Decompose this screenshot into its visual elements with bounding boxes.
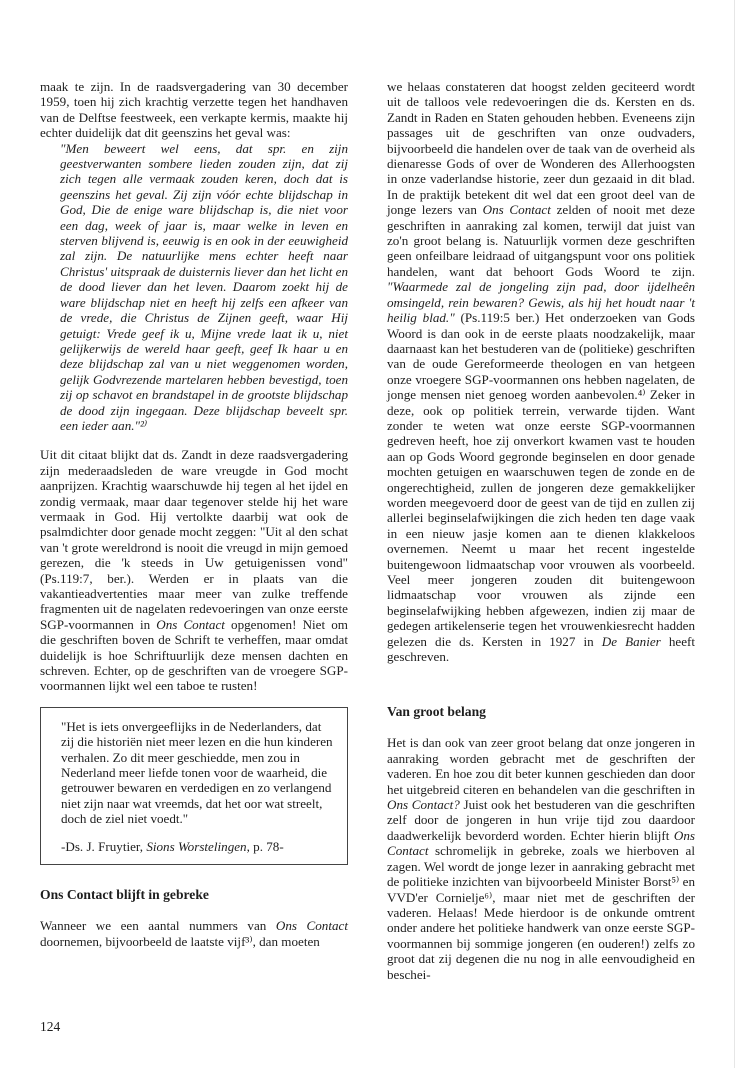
paragraph-section-start: Wanneer we een aantal nummers van Ons Contact doornemen, bijvoorbeeld de laatste vijf³⁾, dan moeten	[40, 918, 348, 949]
paragraph-continuation: we helaas constateren dat hoogst zelden geciteerd wordt uit de talloos vele redevoeringen die ds. Kersten en ds. Zandt in Raden en Staten gehouden hebben. Eveneens zijn passages uit de geschriften van onze oudvaders, bijvoorbeeld die handelen over de taak van de overheid als dienaresse Gods of over de Wonderen des Allerhoogsten in onze vaderlandse historie, zeer dun gezaaid in dit blad. In de praktijk betekent dit wel dat een groot deel van de jonge lezers van Ons Contact zelden of nooit met deze geschriften in aanraking zal komen, terwijl dat juist van zo'n groot belang is. Natuurlijk vormen deze geschriften geen onfeilbare leidraad of uitgangspunt voor ons politiek handelen, want dat behoort Gods Woord te zijn. "Waarmede zal de jongeling zijn pad, door ijdelheên omsingeld, rein bewaren? Gewis, als hij het houdt naar 't heilig blad." (Ps.119:5 ber.) Het onderzoeken van Gods Woord is dan ook in de eerste plaats noodzakelijk, maar daarnaast kan het bestuderen van de (politieke) geschriften van de oude Gereformeerde theologen en van hetgeen onze vroegere SGP-voormannen ons hebben nagelaten, de jonge mensen niet genoeg worden aanbevolen.⁴⁾ Zeker in deze, ook op politiek terrein, verwarde tijden. Want zonder te weten wat onze eerste SGP-voormannen gedreven heeft, hoe zij onverkort kwamen vast te houden aan op Gods Woord gegronde beginselen en door genade mochten getuigen en waarschuwen tegen de zonde en de ongerechtigheid, zullen de jongeren deze gemakkelijker worden meegevoerd door de geest van de tijd en zullen zij allerlei beginselafwijkingen die zich heden ten dage vaak in een nieuw jasje komen aan te dienen klakkeloos overnemen. Neemt u maar het recent ingestelde buitengewoon lidmaatschap voor vrouwen als voorbeeld. Veel meer jongeren zouden dit buitengewoon lidmaatschap voor vrouwen als zijnde een beginselafwijking hebben afgewezen, indien zij maar de gedegen artikelenserie tegen het vrouwenkiesrecht hadden gelezen die ds. Kersten in 1927 in De Banier heeft geschreven.	[387, 79, 696, 665]
paragraph-commentary: Uit dit citaat blijkt dat ds. Zandt in deze raadsvergadering zijn mederaadsleden de ware vreugde in God mocht aanprijzen. Krachtig waarschuwde hij tegen al het ijdel en zondig vermaak, maar daar tegenover stelde hij het ware vermaak in God. Hij vertolkte daarbij wat ook de psalmdichter door genade mocht zeggen: "Uit al den schat van 't grote wereldrond is nooit die vreugd in mijn gemoed gerezen, die 'k steeds in Uw getuigenissen vond" (Ps.119:7, ber.). Werden er in plaats van die vakantieadvertenties maar meer van zulke treffende fragmenten uit de nagelaten redevoeringen van onze eerste SGP-voormannen in Ons Contact opgenomen! Niet om die geschriften boven de Schrift te verheffen, maar omdat duidelijk is hoe Schriftuurlijk deze mensen dachten en schreven. Echter, op de geschriften van de vroegere SGP-voormannen lijkt wel een taboe te rusten!	[40, 447, 348, 694]
left-column	[40, 79, 348, 949]
paragraph-belang: Het is dan ook van zeer groot belang dat onze jongeren in aanraking worden gebracht met de geschriften der vaderen. En hoe zou dit beter kunnen geschieden dan door het uitgebreid citeren en behandelen van die geschriften in Ons Contact? Juist ook het bestuderen van die geschriften zelf door de jongeren in hun vrije tijd zou daardoor daadwerkelijk bevorderd worden. Echter hierin blijft Ons Contact schromelijk in gebreke, zoals we hierboven al zagen. Wel wordt de jonge lezer in aanraking gebracht met de politieke inzichten van bijvoorbeeld Minister Borst⁵⁾ en VVD'er Cornielje⁶⁾, maar niet met de geschriften der vaderen. Helaas! Mede hierdoor is de onkunde omtrent onder andere het politieke handwerk van onze eerste SGP-voormannen bij sommige jongeren (en ouderen!) zelfs zo groot dat zij degenen die nu nog in alle eenvoudigheid en beschei-	[387, 735, 695, 982]
page-edge-line	[734, 0, 735, 1068]
callout-quote: "Het is iets onvergeeflijks in de Nederlanders, dat zij die historiën niet meer lezen en die hun kinderen verhalen. Zo dit meer geschiedde, men zou in Nederland meer liefde tonen voor de waarheid, die getrouwer bewaren en verdedigen en zo verlangend niet zijn naar wat vreemds, dat het oor wat streelt, doch de ziel niet voedt."	[61, 718, 333, 827]
paragraph-intro: maak te zijn. In de raadsvergadering van 30 december 1959, toen hij zich krachtig verzette tegen het handhaven van de Delftse feestweek, een verkapte kermis, maakte hij echter duidelijk dat dit geenszins het geval was:	[40, 79, 348, 141]
callout-box	[40, 707, 348, 865]
quote-zandt: "Men beweert wel eens, dat spr. en zijn geestverwanten sombere lieden zouden zijn, dat zij zich tegen alle vermaak zouden keren, doch dat is geenszins het geval. Zij zijn vóór echte blijdschap in God, Die de enige ware blijdschap is, die niet voor een dag, week of jaar is, maar welke in leven en sterven blijvend is, eeuwig is en ook in der eeuwigheid zal zijn. De natuurlijke mens echter heeft naar Christus' uitspraak de duisternis liever dan het licht en de dood liever dan het leven. Daarom zoekt hij de ware blijdschap niet en heeft hij zelfs een afkeer van de vrede, die Christus de Zijnen geeft, waar Hij getuigt: Vrede geef ik u, Mijne vrede laat ik u, niet gelijkerwijs de wereld haar geeft, geef Ik haar u en deze blijdschap zal van u niet weggenomen worden, gelijk Godvrezende martelaren hebben bevestigd, toen zij op schavot en brandstapel in de grootste blijdschap de dood zijn ingegaan. Deze blijdschap beveelt spr. een ieder aan."²⁾	[60, 140, 348, 433]
callout-attribution: -Ds. J. Fruytier, Sions Worstelingen, p. 78-	[61, 838, 284, 854]
right-column	[387, 79, 695, 982]
section-heading-van-groot-belang: Van groot belang	[387, 704, 486, 720]
page-number: 124	[40, 1019, 61, 1034]
section-heading-ons-contact: Ons Contact blijft in gebreke	[40, 887, 209, 903]
